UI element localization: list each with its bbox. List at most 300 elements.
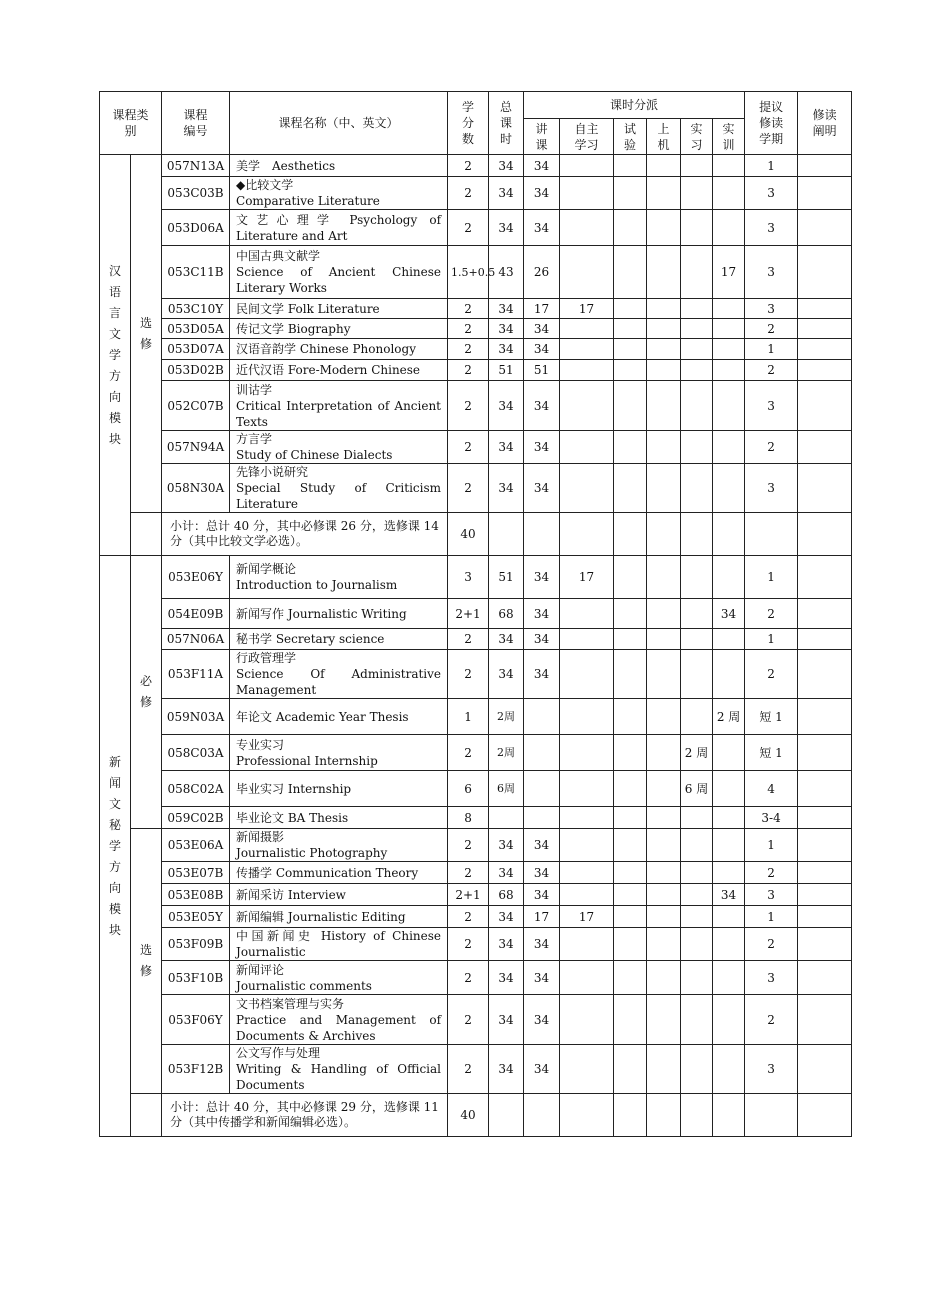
course-semester: 3: [745, 381, 798, 431]
course-name: 方言学 Study of Chinese Dialects: [230, 431, 448, 464]
course-computer: [647, 339, 681, 360]
subtotal-empty: [614, 513, 647, 556]
course-training: [713, 556, 745, 599]
course-semester: 2: [745, 319, 798, 339]
group-type: [131, 556, 162, 829]
course-code: 053F11A: [162, 650, 230, 699]
subtotal-row: [100, 1094, 852, 1137]
course-credits: 2+1: [448, 884, 489, 906]
course-notes: [798, 599, 852, 629]
course-internship: [681, 210, 713, 246]
course-notes: [798, 629, 852, 650]
course-lecture: 34: [524, 1045, 560, 1094]
course-computer: [647, 771, 681, 807]
course-training: [713, 906, 745, 928]
course-name: 毕业论文 BA Thesis: [230, 807, 448, 829]
course-training: 17: [713, 246, 745, 299]
course-credits: 2: [448, 381, 489, 431]
subtotal-empty: [798, 513, 852, 556]
course-lecture: [524, 735, 560, 771]
course-training: [713, 431, 745, 464]
course-lecture: 34: [524, 319, 560, 339]
course-row: [100, 807, 852, 829]
course-row: [100, 829, 852, 862]
course-credits: 2: [448, 360, 489, 381]
course-total-hours: 34: [489, 339, 524, 360]
course-training: [713, 299, 745, 319]
course-lecture: 34: [524, 210, 560, 246]
course-code: 053F09B: [162, 928, 230, 961]
course-self-study: [560, 360, 614, 381]
course-training: [713, 177, 745, 210]
course-name: 传播学 Communication Theory: [230, 862, 448, 884]
course-computer: [647, 464, 681, 513]
subtotal-empty: [713, 513, 745, 556]
course-name: 中国新闻史 History of Chinese Journalistic: [230, 928, 448, 961]
subtotal-empty: [614, 1094, 647, 1137]
course-name: 新闻编辑 Journalistic Editing: [230, 906, 448, 928]
course-code: 053E06A: [162, 829, 230, 862]
course-notes: [798, 906, 852, 928]
course-total-hours: 34: [489, 928, 524, 961]
course-experiment: [614, 360, 647, 381]
course-credits: 2: [448, 299, 489, 319]
course-code: 053D06A: [162, 210, 230, 246]
course-notes: [798, 177, 852, 210]
course-total-hours: 34: [489, 829, 524, 862]
header-internship: 实习: [681, 119, 713, 155]
course-semester: 3: [745, 464, 798, 513]
course-experiment: [614, 556, 647, 599]
course-computer: [647, 556, 681, 599]
header-credits: 学分数: [448, 92, 489, 155]
course-lecture: 34: [524, 829, 560, 862]
course-lecture: [524, 807, 560, 829]
course-code: 053C03B: [162, 177, 230, 210]
header-experiment: 试验: [614, 119, 647, 155]
course-semester: 3: [745, 1045, 798, 1094]
course-name: 秘书学 Secretary science: [230, 629, 448, 650]
subtotal-text: 小计：总计 40 分，其中必修课 29 分，选修课 11 分（其中传播学和新闻编辑必选）。: [162, 1094, 448, 1137]
course-code: 057N94A: [162, 431, 230, 464]
course-lecture: 34: [524, 961, 560, 995]
course-training: [713, 650, 745, 699]
course-semester: 2: [745, 862, 798, 884]
course-training: [713, 928, 745, 961]
course-self-study: [560, 599, 614, 629]
course-total-hours: [489, 807, 524, 829]
course-name: 毕业实习 Internship: [230, 771, 448, 807]
course-lecture: 34: [524, 862, 560, 884]
course-lecture: 34: [524, 155, 560, 177]
course-self-study: 17: [560, 299, 614, 319]
course-self-study: [560, 829, 614, 862]
subtotal-empty: [713, 1094, 745, 1137]
course-experiment: [614, 381, 647, 431]
course-credits: 2: [448, 650, 489, 699]
course-internship: [681, 829, 713, 862]
course-code: 053E06Y: [162, 556, 230, 599]
course-code: 059N03A: [162, 699, 230, 735]
course-self-study: [560, 431, 614, 464]
course-training: [713, 339, 745, 360]
course-internship: [681, 319, 713, 339]
course-total-hours: 68: [489, 884, 524, 906]
course-training: [713, 1045, 745, 1094]
course-semester: 2: [745, 599, 798, 629]
course-row: [100, 650, 852, 699]
course-name: 传记文学 Biography: [230, 319, 448, 339]
course-total-hours: 34: [489, 1045, 524, 1094]
course-lecture: 34: [524, 928, 560, 961]
course-lecture: 34: [524, 650, 560, 699]
course-row: [100, 629, 852, 650]
course-total-hours: 34: [489, 464, 524, 513]
group-type: [131, 829, 162, 1094]
course-credits: 2: [448, 829, 489, 862]
subtotal-empty: [745, 513, 798, 556]
header-code: 课程编号: [162, 92, 230, 155]
course-internship: [681, 155, 713, 177]
course-credits: 2: [448, 339, 489, 360]
course-name: 新闻摄影 Journalistic Photography: [230, 829, 448, 862]
course-lecture: 17: [524, 906, 560, 928]
course-total-hours: 34: [489, 319, 524, 339]
course-semester: 4: [745, 771, 798, 807]
course-experiment: [614, 995, 647, 1045]
course-internship: [681, 906, 713, 928]
course-total-hours: 43: [489, 246, 524, 299]
course-training: [713, 829, 745, 862]
course-internship: 2 周: [681, 735, 713, 771]
course-credits: 3: [448, 556, 489, 599]
module-title-text: 新闻文秘学方向模块: [109, 754, 122, 937]
course-code: 057N13A: [162, 155, 230, 177]
course-self-study: [560, 339, 614, 360]
course-training: [713, 381, 745, 431]
course-total-hours: 34: [489, 995, 524, 1045]
course-self-study: [560, 771, 614, 807]
course-credits: 1: [448, 699, 489, 735]
course-experiment: [614, 829, 647, 862]
course-computer: [647, 699, 681, 735]
course-notes: [798, 650, 852, 699]
course-experiment: [614, 928, 647, 961]
course-total-hours: 34: [489, 155, 524, 177]
course-row: [100, 995, 852, 1045]
course-row: [100, 735, 852, 771]
course-row: [100, 556, 852, 599]
course-credits: 2: [448, 629, 489, 650]
course-internship: [681, 862, 713, 884]
course-experiment: [614, 319, 647, 339]
course-internship: [681, 629, 713, 650]
course-code: 059C02B: [162, 807, 230, 829]
course-experiment: [614, 246, 647, 299]
header-computer: 上机: [647, 119, 681, 155]
course-code: 053C10Y: [162, 299, 230, 319]
course-training: [713, 629, 745, 650]
course-semester: 2: [745, 360, 798, 381]
course-code: 054E09B: [162, 599, 230, 629]
course-self-study: [560, 319, 614, 339]
course-semester: 2: [745, 928, 798, 961]
course-name: 新闻写作 Journalistic Writing: [230, 599, 448, 629]
course-name: 文书档案管理与实务 Practice and Management of Documents & Archives: [230, 995, 448, 1045]
course-credits: 2: [448, 995, 489, 1045]
course-code: 053E07B: [162, 862, 230, 884]
course-row: [100, 381, 852, 431]
course-credits: 2: [448, 177, 489, 210]
course-training: [713, 807, 745, 829]
course-name: 汉语音韵学 Chinese Phonology: [230, 339, 448, 360]
course-code: 053F06Y: [162, 995, 230, 1045]
course-row: [100, 319, 852, 339]
course-name: ◆比较文学 Comparative Literature: [230, 177, 448, 210]
course-experiment: [614, 650, 647, 699]
course-notes: [798, 339, 852, 360]
course-lecture: 34: [524, 464, 560, 513]
course-notes: [798, 299, 852, 319]
course-lecture: 51: [524, 360, 560, 381]
course-notes: [798, 884, 852, 906]
course-row: [100, 246, 852, 299]
course-training: [713, 735, 745, 771]
course-computer: [647, 599, 681, 629]
course-training: [713, 360, 745, 381]
course-notes: [798, 807, 852, 829]
course-semester: 短 1: [745, 699, 798, 735]
course-internship: [681, 360, 713, 381]
course-self-study: [560, 928, 614, 961]
course-notes: [798, 319, 852, 339]
group-type-text: 选修: [140, 315, 153, 351]
header-training: 实训: [713, 119, 745, 155]
course-self-study: [560, 210, 614, 246]
course-semester: 2: [745, 431, 798, 464]
course-name: 文艺心理学 Psychology of Literature and Art: [230, 210, 448, 246]
course-semester: 2: [745, 650, 798, 699]
course-self-study: [560, 381, 614, 431]
course-experiment: [614, 210, 647, 246]
course-code: 058C02A: [162, 771, 230, 807]
course-experiment: [614, 884, 647, 906]
course-semester: 3: [745, 210, 798, 246]
course-total-hours: 34: [489, 961, 524, 995]
course-notes: [798, 1045, 852, 1094]
course-notes: [798, 464, 852, 513]
module-title: [100, 155, 131, 556]
group-type-text: 选修: [140, 943, 153, 978]
course-row: [100, 906, 852, 928]
course-code: 053C11B: [162, 246, 230, 299]
course-name: 新闻采访 Interview: [230, 884, 448, 906]
course-total-hours: 34: [489, 381, 524, 431]
course-semester: 1: [745, 339, 798, 360]
course-experiment: [614, 431, 647, 464]
subtotal-empty: [647, 1094, 681, 1137]
course-code: 058C03A: [162, 735, 230, 771]
course-semester: 3: [745, 884, 798, 906]
group-type-text: 必修: [140, 674, 153, 709]
course-code: 053F10B: [162, 961, 230, 995]
course-row: [100, 155, 852, 177]
course-internship: [681, 431, 713, 464]
course-experiment: [614, 735, 647, 771]
course-total-hours: 2周: [489, 699, 524, 735]
course-lecture: 34: [524, 177, 560, 210]
subtotal-empty: [798, 1094, 852, 1137]
course-credits: 2: [448, 928, 489, 961]
course-self-study: [560, 884, 614, 906]
course-self-study: [560, 1045, 614, 1094]
header-category: 课程类别: [100, 92, 162, 155]
course-total-hours: 34: [489, 299, 524, 319]
course-credits: 2: [448, 961, 489, 995]
course-computer: [647, 829, 681, 862]
course-total-hours: 51: [489, 360, 524, 381]
course-credits: 2: [448, 431, 489, 464]
course-training: [713, 995, 745, 1045]
course-name: 专业实习 Professional Internship: [230, 735, 448, 771]
course-notes: [798, 155, 852, 177]
course-name: 行政管理学 Science Of Administrative Management: [230, 650, 448, 699]
course-lecture: 34: [524, 339, 560, 360]
course-name: 新闻评论 Journalistic comments: [230, 961, 448, 995]
course-credits: 2: [448, 464, 489, 513]
header-total-hours: 总课时: [489, 92, 524, 155]
course-total-hours: 34: [489, 650, 524, 699]
course-computer: [647, 319, 681, 339]
course-computer: [647, 299, 681, 319]
course-training: [713, 210, 745, 246]
course-internship: [681, 807, 713, 829]
header-allocation: 课时分派: [524, 92, 745, 119]
subtotal-empty: [647, 513, 681, 556]
course-total-hours: 34: [489, 431, 524, 464]
course-computer: [647, 650, 681, 699]
course-row: [100, 339, 852, 360]
header-lecture: 讲课: [524, 119, 560, 155]
course-internship: [681, 599, 713, 629]
course-code: 053E08B: [162, 884, 230, 906]
module-title: [100, 556, 131, 1137]
course-lecture: 34: [524, 995, 560, 1045]
subtotal-empty: [745, 1094, 798, 1137]
course-experiment: [614, 177, 647, 210]
header-notes: 修读阐明: [798, 92, 852, 155]
course-internship: [681, 928, 713, 961]
subtotal-empty: [524, 1094, 560, 1137]
course-self-study: [560, 735, 614, 771]
course-row: [100, 771, 852, 807]
course-computer: [647, 177, 681, 210]
course-credits: 2: [448, 155, 489, 177]
subtotal-text: 小计：总计 40 分，其中必修课 26 分，选修课 14 分（其中比较文学必选）。: [162, 513, 448, 556]
subtotal-credits: 40: [448, 1094, 489, 1137]
course-row: [100, 360, 852, 381]
course-total-hours: 34: [489, 906, 524, 928]
course-internship: [681, 464, 713, 513]
course-semester: 3: [745, 177, 798, 210]
course-notes: [798, 246, 852, 299]
course-experiment: [614, 807, 647, 829]
course-computer: [647, 961, 681, 995]
course-total-hours: 34: [489, 629, 524, 650]
course-name: 近代汉语 Fore-Modern Chinese: [230, 360, 448, 381]
course-total-hours: 34: [489, 210, 524, 246]
course-computer: [647, 210, 681, 246]
course-name: 民间文学 Folk Literature: [230, 299, 448, 319]
course-computer: [647, 360, 681, 381]
course-computer: [647, 884, 681, 906]
course-training: [713, 319, 745, 339]
course-total-hours: 51: [489, 556, 524, 599]
subtotal-empty: [489, 1094, 524, 1137]
course-internship: [681, 556, 713, 599]
course-row: [100, 862, 852, 884]
course-notes: [798, 771, 852, 807]
course-semester: 1: [745, 629, 798, 650]
subtotal-empty: [489, 513, 524, 556]
course-name: 训诂学 Critical Interpretation of Ancient Texts: [230, 381, 448, 431]
course-semester: 短 1: [745, 735, 798, 771]
course-total-hours: 34: [489, 862, 524, 884]
course-code: 053D07A: [162, 339, 230, 360]
group-type: [131, 155, 162, 513]
course-internship: [681, 650, 713, 699]
course-internship: [681, 1045, 713, 1094]
course-self-study: [560, 629, 614, 650]
course-training: [713, 464, 745, 513]
course-internship: [681, 699, 713, 735]
course-notes: [798, 556, 852, 599]
course-self-study: [560, 650, 614, 699]
course-semester: 3: [745, 961, 798, 995]
course-self-study: [560, 177, 614, 210]
course-internship: [681, 339, 713, 360]
course-credits: 2: [448, 862, 489, 884]
header-name: 课程名称（中、英文）: [230, 92, 448, 155]
course-lecture: 34: [524, 556, 560, 599]
course-experiment: [614, 699, 647, 735]
course-notes: [798, 381, 852, 431]
course-experiment: [614, 862, 647, 884]
course-credits: 2: [448, 1045, 489, 1094]
course-lecture: [524, 699, 560, 735]
course-computer: [647, 735, 681, 771]
course-experiment: [614, 961, 647, 995]
course-row: [100, 599, 852, 629]
course-experiment: [614, 771, 647, 807]
course-code: 052C07B: [162, 381, 230, 431]
header-semester: 提议修读学期: [745, 92, 798, 155]
course-row: [100, 210, 852, 246]
course-credits: 2: [448, 906, 489, 928]
course-total-hours: 68: [489, 599, 524, 629]
course-total-hours: 2周: [489, 735, 524, 771]
course-row: [100, 464, 852, 513]
module-title-text: 汉语言文学方向模块: [109, 263, 122, 446]
header-self-study: 自主学习: [560, 119, 614, 155]
course-experiment: [614, 629, 647, 650]
course-credits: 6: [448, 771, 489, 807]
course-self-study: [560, 961, 614, 995]
course-total-hours: 34: [489, 177, 524, 210]
course-credits: 8: [448, 807, 489, 829]
course-computer: [647, 381, 681, 431]
course-training: 2 周: [713, 699, 745, 735]
